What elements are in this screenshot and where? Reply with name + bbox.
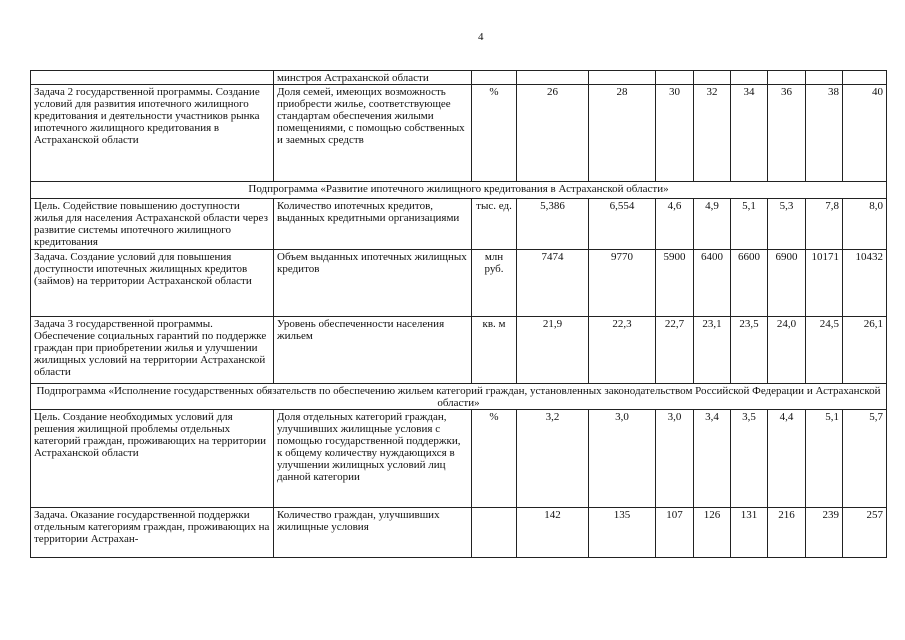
table-cell-goal [31, 71, 274, 85]
table-cell-value: 3,5 [731, 410, 768, 508]
table-cell-value: 126 [694, 508, 731, 558]
table-cell-value: 38 [806, 85, 843, 182]
table-cell-value: 107 [656, 508, 694, 558]
table-cell-value: 3,4 [694, 410, 731, 508]
table-cell-unit [472, 508, 517, 558]
table-cell-value: 5,1 [806, 410, 843, 508]
indicators-table-body [31, 71, 887, 558]
indicators-table [30, 70, 887, 558]
table-cell-value: 7,8 [806, 199, 843, 250]
table-cell-value: 3,0 [656, 410, 694, 508]
table-cell-unit: млн руб. [472, 250, 517, 317]
table-cell-value [589, 71, 656, 85]
subprogram-title: Подпрограмма «Исполнение государственных обязательств по обеспечению жильем категорий граждан, установленных законодательством Российской Федерации и Астраханской области» [31, 384, 887, 410]
table-cell-value: 7474 [517, 250, 589, 317]
table-cell-value: 10171 [806, 250, 843, 317]
table-cell-value: 142 [517, 508, 589, 558]
subprogram-header-row [31, 182, 887, 199]
table-cell-value [806, 71, 843, 85]
table-row [31, 199, 887, 250]
table-cell-value: 23,5 [731, 317, 768, 384]
table-cell-unit [472, 71, 517, 85]
table-cell-indicator: Уровень обеспеченности населения жильем [274, 317, 472, 384]
table-cell-value: 5,386 [517, 199, 589, 250]
table-cell-value [731, 71, 768, 85]
table-cell-value: 4,9 [694, 199, 731, 250]
table-cell-value: 6400 [694, 250, 731, 317]
table-cell-value: 40 [843, 85, 887, 182]
table-cell-indicator: Доля отдельных категорий граждан, улучшивших жилищные условия с помощью государственной поддержки, к общему количеству нуждающихся в улучшении жилищных условий лиц данной категории [274, 410, 472, 508]
table-cell-value: 216 [768, 508, 806, 558]
table-cell-value [517, 71, 589, 85]
table-cell-value: 22,3 [589, 317, 656, 384]
table-cell-value: 4,4 [768, 410, 806, 508]
table-cell-value: 6,554 [589, 199, 656, 250]
subprogram-header-row [31, 384, 887, 410]
table-cell-value: 239 [806, 508, 843, 558]
table-cell-unit: кв. м [472, 317, 517, 384]
table-cell-value [768, 71, 806, 85]
table-cell-goal: Цель. Создание необходимых условий для решения жилищной проблемы отдельных категорий граждан, проживающих на территории Астраханской области [31, 410, 274, 508]
page-number: 4 [478, 31, 484, 43]
table-cell-value: 9770 [589, 250, 656, 317]
table-cell-value: 8,0 [843, 199, 887, 250]
table-cell-indicator: Доля семей, имеющих возможность приобрести жилье, соответствующее стандартам обеспечения жилыми помещениями, с помощью собственных и заемных средств [274, 85, 472, 182]
table-cell-value [843, 71, 887, 85]
table-cell-value [694, 71, 731, 85]
table-cell-indicator: Количество граждан, улучшивших жилищные условия [274, 508, 472, 558]
table-cell-value: 21,9 [517, 317, 589, 384]
table-cell-value: 24,0 [768, 317, 806, 384]
table-cell-value: 30 [656, 85, 694, 182]
table-cell-indicator: Количество ипотечных кредитов, выданных кредитными организациями [274, 199, 472, 250]
table-cell-value: 3,0 [589, 410, 656, 508]
table-cell-goal: Задача 2 государственной программы. Создание условий для развития ипотечного жилищного кредитования и деятельности участников рынка ипотечного жилищного кредитования в Астраханской области [31, 85, 274, 182]
table-cell-value: 6600 [731, 250, 768, 317]
table-cell-indicator: Объем выданных ипотечных жилищных кредитов [274, 250, 472, 317]
table-cell-value: 131 [731, 508, 768, 558]
table-cell-value: 28 [589, 85, 656, 182]
table-cell-value: 22,7 [656, 317, 694, 384]
table-row [31, 85, 887, 182]
table-cell-indicator: минстроя Астраханской области [274, 71, 472, 85]
table-cell-value: 26,1 [843, 317, 887, 384]
table-cell-value: 5,1 [731, 199, 768, 250]
table-cell-value: 5,7 [843, 410, 887, 508]
table-cell-goal: Цель. Содействие повышению доступности жилья для населения Астраханской области через развитие системы ипотечного жилищного кредитования [31, 199, 274, 250]
table-cell-unit: % [472, 85, 517, 182]
table-cell-unit: % [472, 410, 517, 508]
table-row [31, 410, 887, 508]
table-row-continuation [31, 71, 887, 85]
table-cell-value: 5,3 [768, 199, 806, 250]
table-cell-goal: Задача 3 государственной программы. Обеспечение социальных гарантий по поддержке граждан при приобретении жилья и улучшении жилищных условий на территории Астраханской области [31, 317, 274, 384]
table-cell-value: 24,5 [806, 317, 843, 384]
subprogram-title: Подпрограмма «Развитие ипотечного жилищного кредитования в Астраханской области» [31, 182, 887, 199]
table-row [31, 250, 887, 317]
table-cell-value: 5900 [656, 250, 694, 317]
table-cell-value: 26 [517, 85, 589, 182]
table-cell-value: 3,2 [517, 410, 589, 508]
table-cell-value: 257 [843, 508, 887, 558]
table-row [31, 317, 887, 384]
table-cell-value: 6900 [768, 250, 806, 317]
table-cell-value: 135 [589, 508, 656, 558]
table-cell-value: 36 [768, 85, 806, 182]
table-cell-value: 32 [694, 85, 731, 182]
table-row [31, 508, 887, 558]
table-cell-value: 4,6 [656, 199, 694, 250]
table-cell-value: 34 [731, 85, 768, 182]
table-cell-value [656, 71, 694, 85]
table-cell-value: 23,1 [694, 317, 731, 384]
table-cell-value: 10432 [843, 250, 887, 317]
table-cell-unit: тыс. ед. [472, 199, 517, 250]
table-cell-goal: Задача. Создание условий для повышения доступности ипотечных жилищных кредитов (займов) на территории Астраханской области [31, 250, 274, 317]
table-cell-goal: Задача. Оказание государственной поддержки отдельным категориям граждан, проживающих на территории Астрахан- [31, 508, 274, 558]
